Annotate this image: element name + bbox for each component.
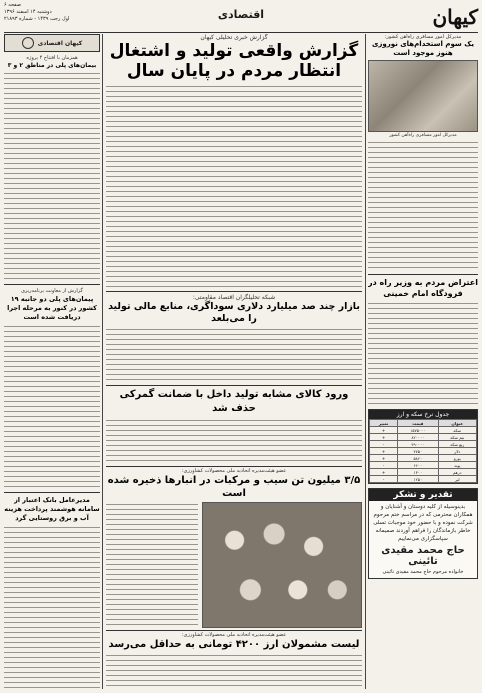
apples-photo — [202, 502, 362, 628]
cell: پوند — [438, 462, 476, 469]
cell: - — [370, 462, 398, 469]
story3-body-main — [106, 418, 362, 464]
main-kicker: گزارش خبری تحلیلی کیهان — [200, 34, 268, 41]
rates-header: عنوان — [438, 420, 476, 427]
ad-name: حاج محمد مقیدی تائینی — [381, 545, 465, 567]
date-line: دوشنبه ۱۴ اسفند ۱۳۹۶ — [4, 9, 52, 15]
table-row — [370, 476, 477, 483]
right-story2-headline[interactable]: اعتراض مردم به وزیر راه در فرودگاه امام خمینی — [368, 278, 478, 298]
cell: یورو — [438, 455, 476, 462]
issue-line: اول رجب ۱۴۳۹ - شماره ۲۱۸۹۳ — [4, 16, 70, 22]
rates-table — [369, 419, 477, 483]
headline-2[interactable]: بازار چند صد میلیارد دلاری سوداگری، منابع مالی تولید را می‌بلعد — [108, 301, 360, 324]
cell: + — [370, 427, 398, 434]
ad-text: بدینوسیله از کلیه دوستان و آشنایان و همکاران محترمی که در مراسم ختم مرحوم شرکت نموده و با حضور خود موجبات تسلی خاطر بازماندگان را فراهم آوردند صمیمانه سپاسگزاری می‌نماییم — [373, 504, 473, 542]
story2-body-main — [106, 327, 362, 383]
story5-body — [106, 653, 362, 689]
story4-block — [106, 502, 362, 630]
story2-headline[interactable]: پیمان‌های پلی دو جانبه ۱۹ کشور در کنور به مرحله اجرا دریافت شده است — [7, 295, 97, 321]
cell: + — [370, 434, 398, 441]
headline-4[interactable]: ۳/۵ میلیون تن سیب و مرکبات در انبارها ذخیره شده است — [107, 475, 361, 499]
main-headline-1[interactable]: گزارش واقعی تولید و اشتغال — [109, 41, 359, 61]
headline2-kicker: شبکه تحلیلگران اقتصاد مقاومتی: — [192, 294, 276, 301]
section-badge — [4, 34, 100, 52]
story2-kicker: گزارش از معاونت برنامه‌ریزی — [21, 288, 83, 294]
masthead — [4, 2, 478, 33]
right-column — [368, 34, 478, 689]
cell: + — [370, 455, 398, 462]
badge-label: کیهان اقتصادی — [37, 39, 83, 47]
cell: ۸۲۰۰۰۰ — [398, 434, 438, 441]
newspaper-logo[interactable]: کیهان — [432, 5, 478, 29]
photo-caption: مدیرکل امور مسافری راه‌آهن کشور — [389, 133, 457, 138]
cell: ۴۷۵۰ — [398, 448, 438, 455]
cell: + — [370, 469, 398, 476]
cell: - — [370, 441, 398, 448]
right-story1-body — [368, 140, 478, 272]
table-row — [370, 427, 477, 434]
cell: درهم — [438, 469, 476, 476]
cell: ۶۶۰۰ — [398, 462, 438, 469]
table-row — [370, 455, 477, 462]
cell: ۱۵۷۵۰۰۰ — [398, 427, 438, 434]
column-divider — [365, 34, 366, 689]
cell: نیم سکه — [438, 434, 476, 441]
cell: - — [370, 476, 398, 483]
table-row — [370, 448, 477, 455]
gear-icon — [22, 37, 34, 49]
right-story1-headline[interactable]: یک سوم استخدام‌های نوروزی هنوز موجود است — [371, 40, 474, 57]
story1-headline[interactable]: بیمان‌های پلی در مناطق ۲ و ۳ — [7, 62, 97, 69]
headline-5[interactable]: لیست مشمولان ارز ۴۲۰۰ تومانی به حداقل می‌رسد — [108, 639, 360, 650]
story3-body — [4, 525, 100, 689]
section-title: اقتصادی — [217, 8, 265, 21]
right-story1-kicker: مدیرکل امور مسافری راه‌آهن کشور: — [384, 34, 462, 40]
train-photo — [368, 60, 478, 132]
table-row — [370, 441, 477, 448]
story2-body — [4, 324, 100, 489]
cell: ۴۹۰۰۰۰ — [398, 441, 438, 448]
story4-body — [106, 502, 198, 626]
main-headline-2[interactable]: انتظار مردم در پایان سال — [126, 61, 342, 81]
rates-header: تغییر — [370, 420, 398, 427]
cell: لیر — [438, 476, 476, 483]
cell: ۱۲۵۰ — [398, 476, 438, 483]
cell: ۵۸۶۰ — [398, 455, 438, 462]
cell: ربع سکه — [438, 441, 476, 448]
headline-3[interactable]: ورود کالای مشابه تولید داخل با ضمانت گمرکی حذف شد — [119, 389, 349, 414]
main-story-body — [106, 84, 362, 289]
cell: ۱۳۰۰ — [398, 469, 438, 476]
right-story2-body — [368, 301, 478, 406]
cell: + — [370, 448, 398, 455]
headline4-kicker: عضو هیئت‌مدیره اتحادیه ملی محصولات کشاورزی: — [181, 468, 287, 474]
headline5-kicker: عضو هیئت‌مدیره اتحادیه ملی محصولات کشاورزی: — [181, 632, 287, 638]
table-row — [370, 469, 477, 476]
table-row — [370, 462, 477, 469]
story3-headline[interactable]: مدیرعامل بانک اعتبار از سامانه هوشمند پرداخت هزینه آب و برق روستایی گرد — [4, 496, 100, 522]
left-sidebar — [4, 34, 100, 689]
cell: دلار — [438, 448, 476, 455]
cell: سکه — [438, 427, 476, 434]
rates-header: قیمت — [398, 420, 438, 427]
condolence-ad — [368, 488, 478, 579]
ad-title: تقدیر و تشکر — [369, 489, 477, 501]
table-row — [370, 434, 477, 441]
story1-kicker: همزمان با افتتاح ۴ پروژه — [26, 55, 78, 61]
ad-footer: خانواده مرحوم حاج محمد مقیدی تائینی — [382, 569, 464, 575]
main-area — [106, 34, 362, 689]
rates-table-title: جدول نرخ سکه و ارز — [369, 410, 477, 419]
page-number: صفحه ۶ — [4, 2, 21, 8]
date-block — [4, 2, 124, 23]
column-divider — [102, 34, 103, 689]
rates-table-box — [368, 409, 478, 484]
story1-body — [4, 71, 100, 281]
